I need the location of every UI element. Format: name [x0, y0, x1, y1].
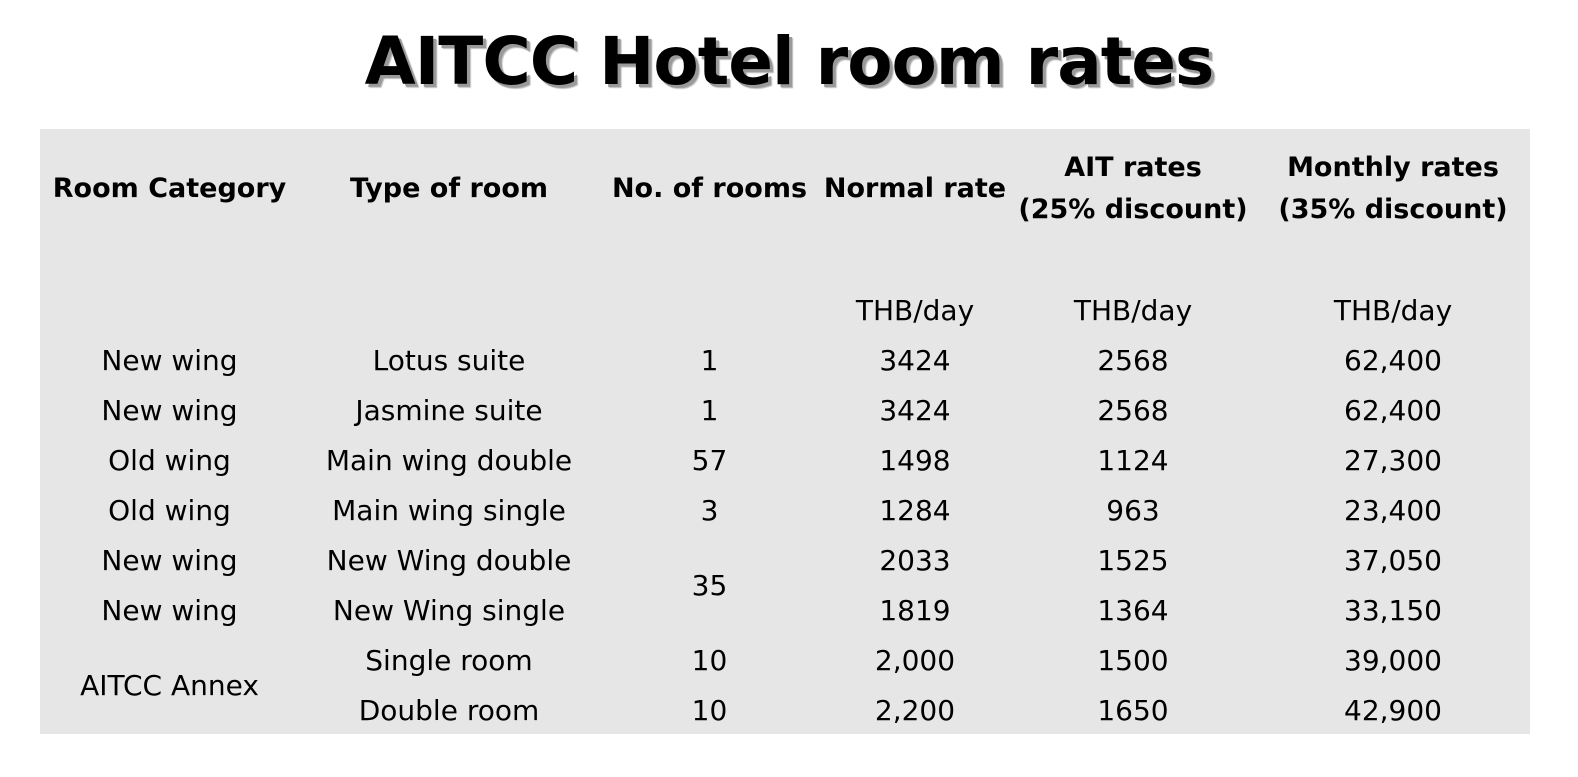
page-title: AITCC Hotel room rates — [364, 23, 1214, 100]
units-normal-rate: THB/day — [855, 294, 975, 327]
cell-category: New wing — [101, 343, 238, 377]
cell-type: Double room — [358, 693, 540, 727]
table-row — [40, 335, 1530, 385]
cell-category: New wing — [101, 393, 238, 427]
cell-normal-rate: 3424 — [879, 343, 951, 377]
cell-normal-rate: 1819 — [879, 593, 951, 627]
cell-rooms: 10 — [691, 643, 728, 677]
units-cell — [599, 249, 820, 335]
units-ait-rates: THB/day — [1073, 294, 1193, 327]
cell-normal-rate: 2,000 — [874, 643, 956, 677]
cell-normal-rate: 1284 — [879, 493, 951, 527]
cell-rooms: 3 — [700, 493, 719, 527]
rates-panel — [40, 129, 1530, 734]
cell-ait-rate: 2568 — [1097, 393, 1169, 427]
header-type-of-room: Type of room — [349, 173, 549, 204]
cell-normal-rate: 2,200 — [874, 693, 956, 727]
cell-normal-rate: 3424 — [879, 393, 951, 427]
cell-type: Main wing double — [325, 443, 573, 477]
units-row — [40, 249, 1530, 335]
cell-monthly-rate: 39,000 — [1344, 643, 1442, 677]
units-monthly-rates: THB/day — [1333, 294, 1453, 327]
header-monthly-rates: Monthly rates (35% discount) — [1278, 152, 1508, 225]
cell-monthly-rate: 62,400 — [1344, 393, 1442, 427]
cell-rooms: 35 — [691, 568, 728, 602]
cell-ait-rate: 1364 — [1097, 593, 1169, 627]
table-row — [40, 635, 1530, 685]
cell-monthly-rate: 62,400 — [1344, 343, 1442, 377]
cell-monthly-rate: 42,900 — [1344, 693, 1442, 727]
cell-category: Old wing — [108, 443, 231, 477]
cell-category: AITCC Annex — [80, 668, 259, 702]
cell-monthly-rate: 27,300 — [1344, 443, 1442, 477]
table-row — [40, 485, 1530, 535]
header-room-category: Room Category — [52, 173, 287, 204]
cell-normal-rate: 1498 — [879, 443, 951, 477]
units-cell — [299, 249, 599, 335]
cell-type: New Wing single — [332, 593, 566, 627]
cell-category: New wing — [101, 593, 238, 627]
table-header-row — [40, 129, 1530, 249]
cell-rooms: 1 — [700, 343, 719, 377]
cell-rooms: 57 — [691, 443, 728, 477]
cell-monthly-rate: 33,150 — [1344, 593, 1442, 627]
cell-ait-rate: 1525 — [1097, 543, 1169, 577]
cell-category: New wing — [101, 543, 238, 577]
cell-type: New Wing double — [326, 543, 572, 577]
units-cell — [40, 249, 299, 335]
cell-type: Jasmine suite — [355, 393, 543, 427]
cell-ait-rate: 1124 — [1097, 443, 1169, 477]
room-rates-table — [40, 129, 1530, 735]
cell-ait-rate: 1650 — [1097, 693, 1169, 727]
cell-ait-rate: 2568 — [1097, 343, 1169, 377]
cell-rooms: 10 — [691, 693, 728, 727]
cell-rooms: 1 — [700, 393, 719, 427]
cell-ait-rate: 1500 — [1097, 643, 1169, 677]
cell-type: Lotus suite — [372, 343, 526, 377]
header-normal-rate: Normal rate — [823, 173, 1007, 204]
table-row — [40, 385, 1530, 435]
table-row — [40, 435, 1530, 485]
cell-ait-rate: 963 — [1106, 493, 1160, 527]
header-no-of-rooms: No. of rooms — [611, 173, 808, 204]
cell-category: Old wing — [108, 493, 231, 527]
cell-monthly-rate: 23,400 — [1344, 493, 1442, 527]
cell-monthly-rate: 37,050 — [1344, 543, 1442, 577]
header-ait-rates: AIT rates (25% discount) — [1018, 152, 1248, 225]
cell-type: Main wing single — [332, 493, 566, 527]
table-row — [40, 535, 1530, 585]
cell-type: Single room — [365, 643, 533, 677]
cell-normal-rate: 2033 — [879, 543, 951, 577]
